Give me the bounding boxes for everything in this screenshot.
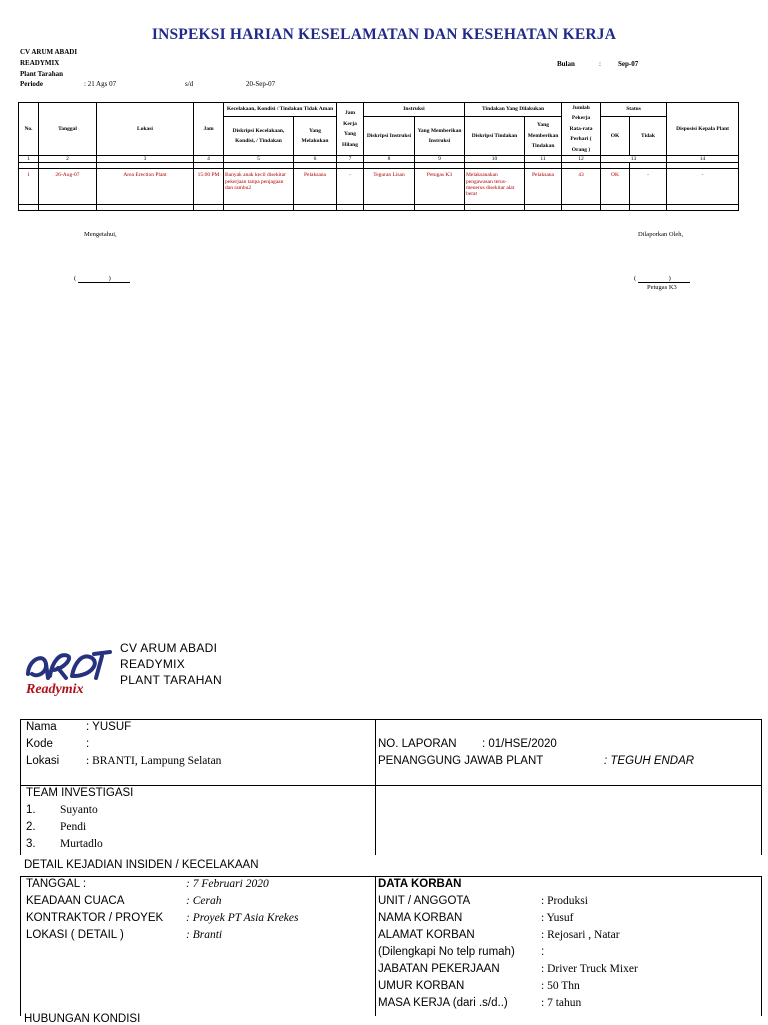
cell-jam-hilang: - [337,169,364,205]
header-status-ok: OK [601,116,630,155]
umur-label: UMUR KORBAN [378,980,465,992]
team-label: TEAM INVESTIGASI [26,787,134,799]
pj-value: : TEGUH ENDAR [604,755,695,767]
header-diskripsi-tindakan: Diskripsi Tindakan [465,116,525,155]
hubungan-label: HUBUNGAN KONDISI [24,1013,141,1025]
cell-diskripsi-tindakan: Melaksanakan pengawasan terus-menerus disekitar alat berat [465,169,525,205]
tanggal-label: TANGGAL : [26,878,87,890]
header-status-tidak: Tidak [630,116,667,155]
cell-yang-melakukan: Pelaksana [294,169,337,205]
col-num: 11 [525,156,562,163]
signature-left-blank: ( ) [74,275,111,282]
team-num: 1. [26,804,36,816]
logo-mark-icon [24,640,119,688]
header-diskripsi-kecelakaan: Diskripsi Kecelakaan, Kondisi, / Tindakan [224,116,294,155]
report-title: INSPEKSI HARIAN KESELAMATAN DAN KESEHATAN KERJA [151,26,617,43]
lokasi-detail-value: : Branti [186,929,223,941]
header-yang-memberikan-instruksi: Yang Memberikan Instruksi [415,116,465,155]
cell-diskripsi-instruksi: Teguran Lisan [364,169,415,205]
nama-label: Nama [26,721,57,733]
kode-label: Kode [26,738,53,750]
masa-value: : 7 tahun [541,997,582,1009]
lokasi-detail-label: LOKASI ( DETAIL ) [26,929,124,941]
header-jumlah-pekerja: Jumlah Pekerja Rata-rata Perhari ( Orang ) [562,103,601,156]
header-tindakan-group: Tindakan Yang Dilakukan [465,103,562,117]
header-no: No. [19,103,39,156]
no-laporan-value: : 01/HSE/2020 [482,738,557,750]
masa-label: MASA KERJA (dari .s/d..) [378,997,508,1009]
cuaca-value: : Cerah [186,895,222,907]
cell-status-ok: OK [601,169,630,205]
company-logo [24,640,119,702]
cell-no: 1 [19,169,39,205]
form-company-block [120,640,222,688]
lokasi-value: : BRANTI, Lampung Selatan [86,755,222,767]
form-company-line: PLANT TARAHAN [120,673,222,687]
lokasi-label: Lokasi [26,755,60,767]
umur-value: : 50 Thn [541,980,580,992]
header-diskripsi-instruksi: Diskripsi Instruksi [364,116,415,155]
header-jam-kerja-hilang: Jam Kerja Yang Hilang [337,103,364,156]
detail-label: DETAIL KEJADIAN INSIDEN / KECELAKAAN [24,859,259,871]
signature-right-label: Dilaporkan Oleh, [638,231,684,238]
header-jam: Jam [194,103,224,156]
info-box-divider [375,719,376,855]
column-number-row [19,156,739,163]
col-num: 12 [562,156,601,163]
col-num: 14 [667,156,739,163]
cell-disposisi: - [667,169,739,205]
jabatan-label: JABATAN PEKERJAAN [378,963,500,975]
nama-korban-value: : Yusuf [541,912,574,924]
form-company-line: READYMIX [120,657,186,671]
col-num: 1 [19,156,39,163]
cell-jam: 15:00 PM [194,169,224,205]
unit-label: UNIT / ANGGOTA [378,895,471,907]
col-num: 13 [601,156,667,163]
col-num: 3 [97,156,194,163]
month-value: Sep-07 [618,60,639,68]
col-num: 2 [39,156,97,163]
spacer-row [19,205,739,211]
kode-value: : [86,738,90,750]
header-kecelakaan-group: Kecelakaan, Kondisi / Tindakan Tidak Aman [224,103,337,117]
plant-name: Plant Tarahan [20,70,63,78]
signature-left-line [78,282,130,283]
company-name: CV ARUM ABADI [20,48,78,56]
header-tanggal: Tanggal [39,103,97,156]
inspection-table [18,102,739,211]
signature-right-blank: ( ) [634,275,671,282]
col-num: 8 [364,156,415,163]
detail-box-divider [375,876,376,1016]
kontraktor-label: KONTRAKTOR / PROYEK [26,912,164,924]
cell-yang-memberikan-tindakan: Pelaksana [525,169,562,205]
header-instruksi-group: Instruksi [364,103,465,117]
month-colon: : [599,60,601,68]
col-num: 7 [337,156,364,163]
alamat-value: : Rejosari , Natar [541,929,620,941]
cell-status-tidak: - [630,169,667,205]
team-member: Murtadlo [60,838,103,850]
header-disposisi: Disposisi Kepala Plant [667,103,739,156]
cuaca-label: KEADAAN CUACA [26,895,125,907]
team-member: Suyanto [60,804,98,816]
header-yang-melakukan: Yang Melakukan [294,116,337,155]
header-row-1 [19,103,739,117]
month-label: Bulan [557,60,575,68]
cell-deskripsi: Banyak anak kecil disekitar pekerjaan tanpa penjagaan dan rambu2 [224,169,294,205]
period-separator: s/d [185,80,194,88]
signature-left-label: Mengetahui, [84,231,117,238]
table-row [19,169,739,205]
signature-right-role: Petugas K3 [647,284,677,291]
cell-lokasi: Area Erection Plant [97,169,194,205]
col-num: 6 [294,156,337,163]
header-yang-memberikan-tindakan: Yang Memberikan Tindakan [525,116,562,155]
nama-korban-label: NAMA KORBAN [378,912,463,924]
header-status-group: Status [601,103,667,117]
division-name: READYMIX [20,59,60,67]
no-laporan-label: NO. LAPORAN [378,738,457,750]
telp-label: (Dilengkapi No telp rumah) [378,946,515,958]
signature-right-line [638,282,690,283]
telp-value: : [541,946,545,958]
period-label: Periode [20,80,43,88]
period-to: 20-Sep-07 [246,80,276,88]
team-num: 3. [26,838,36,850]
cell-yang-memberikan-instruksi: Petugas K3 [415,169,465,205]
col-num: 5 [224,156,294,163]
alamat-label: ALAMAT KORBAN [378,929,475,941]
pj-label: PENANGGUNG JAWAB PLANT [378,755,544,767]
nama-value: : YUSUF [86,721,132,733]
col-num: 4 [194,156,224,163]
team-num: 2. [26,821,36,833]
info-box-row-divider [20,785,762,786]
korban-title: DATA KORBAN [378,878,462,890]
unit-value: : Produksi [541,895,588,907]
team-member: Pendi [60,821,87,833]
col-num: 9 [415,156,465,163]
period-from: : 21 Ags 07 [84,80,117,88]
tanggal-value: : 7 Februari 2020 [186,878,269,890]
header-lokasi: Lokasi [97,103,194,156]
cell-tanggal: 26-Aug-07 [39,169,97,205]
logo-script-text: Readymix [26,682,84,697]
jabatan-value: : Driver Truck Mixer [541,963,638,975]
form-company-line: CV ARUM ABADI [120,641,218,655]
kontraktor-value: : Proyek PT Asia Krekes [186,912,299,924]
col-num: 10 [465,156,525,163]
cell-jumlah: 43 [562,169,601,205]
